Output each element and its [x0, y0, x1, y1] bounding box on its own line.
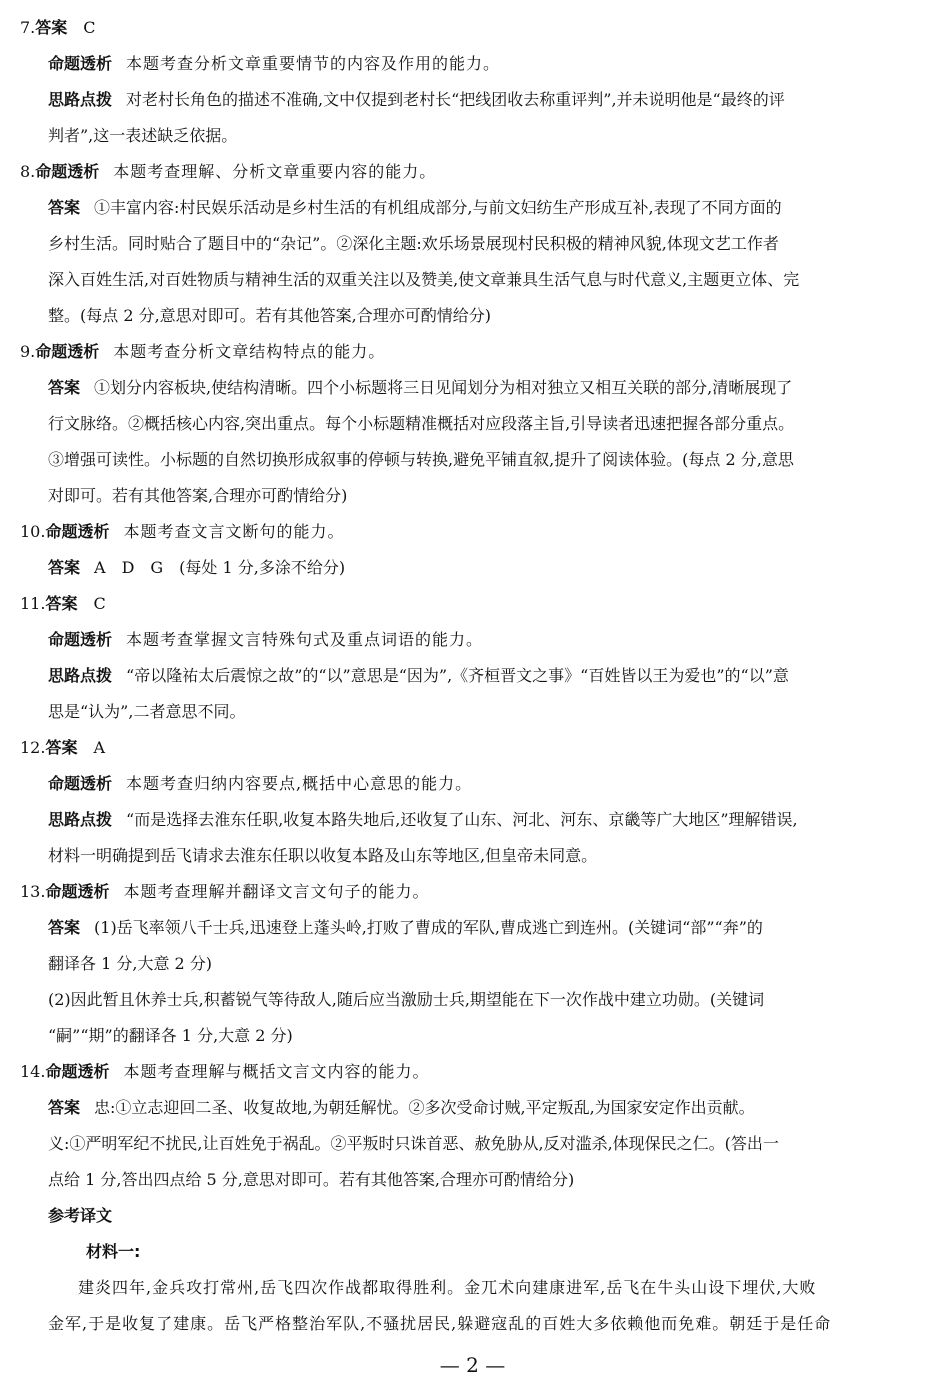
q10-number: 10. [20, 522, 46, 541]
q7-hint-line-2: 判者”,这一表述缺乏依据。 [48, 126, 238, 145]
q7-header [20, 10, 925, 46]
q13-answer-line-3: (2)因此暂且休养士兵,积蓄锐气等待敌人,随后应当激励士兵,期望能在下一次作战中建立功勋。(关键词 [48, 990, 765, 1009]
q8-answer-line-2: 乡村生活。同时贴合了题目中的“杂记”。②深化主题:欢乐场景展现村民积极的精神风貌,体现文艺工作者 [48, 234, 779, 253]
q12-header [20, 730, 925, 766]
q12-hint-text: “而是选择去淮东任职,收复本路失地后,还收复了山东、河北、河东、京畿等广大地区”理解错误, [126, 810, 798, 829]
q8-answer-label: 答案 [48, 198, 81, 217]
q10-header [20, 514, 925, 550]
q7-analysis-label: 命题透析 [48, 54, 113, 73]
page-number: — 2 — [439, 1353, 506, 1377]
q7-hint-line-1 [20, 82, 925, 118]
q9-number: 9. [20, 342, 36, 361]
q13-analysis-text: 本题考查理解并翻译文言文句子的能力。 [123, 882, 430, 901]
q9-answer-line-2: 行文脉络。②概括核心内容,突出重点。每个小标题精准概括对应段落主旨,引导读者迅速把握各部分重点。 [48, 414, 795, 433]
q9-answer-label: 答案 [48, 378, 81, 397]
q13-answer-line-1 [20, 910, 925, 946]
q7-analysis [20, 46, 925, 82]
q11-header [20, 586, 925, 622]
q11-number: 11. [20, 594, 46, 613]
q8-answer-text: ①丰富内容:村民娱乐活动是乡村生活的有机组成部分,与前文妇纺生产形成互补,表现了不同方面的 [94, 198, 782, 217]
q14-analysis-label: 命题透析 [45, 1062, 110, 1081]
translation-section-label: 材料一: [86, 1242, 141, 1261]
q11-answer-label: 答案 [45, 594, 78, 613]
q7-answer-value: C [83, 18, 96, 37]
q13-answer-line-4: “嗣”“期”的翻译各 1 分,大意 2 分) [48, 1026, 293, 1045]
q11-hint-label: 思路点拨 [48, 666, 113, 685]
q9-answer-line-3: ③增强可读性。小标题的自然切换形成叙事的停顿与转换,避免平铺直叙,提升了阅读体验。(每点 2 分,意思 [48, 450, 794, 469]
q8-analysis-label: 命题透析 [35, 162, 100, 181]
q8-number: 8. [20, 162, 36, 181]
q13-answer-text: (1)岳飞率领八千士兵,迅速登上蓬头岭,打败了曹成的军队,曹成逃亡到连州。(关键词“部”“奔”的 [94, 918, 763, 937]
q11-analysis [20, 622, 925, 658]
q9-header [20, 334, 925, 370]
q11-hint-text: “帝以隆祐太后震惊之故”的“以”意思是“因为”,《齐桓晋文之事》“百姓皆以王为爱也”的“以”意 [126, 666, 789, 685]
q13-header [20, 874, 925, 910]
q10-analysis-text: 本题考查文言文断句的能力。 [123, 522, 345, 541]
q14-answer-line-2: 义:①严明军纪不扰民,让百姓免于祸乱。②平叛时只诛首恶、赦免胁从,反对滥杀,体现保民之仁。(答出一 [48, 1134, 779, 1153]
q10-answer-label: 答案 [48, 558, 81, 577]
q9-analysis-text: 本题考查分析文章结构特点的能力。 [113, 342, 386, 361]
q12-analysis-label: 命题透析 [48, 774, 113, 793]
q8-analysis-text: 本题考查理解、分析文章重要内容的能力。 [113, 162, 437, 181]
q12-analysis-text: 本题考查归纳内容要点,概括中心意思的能力。 [126, 774, 473, 793]
q11-hint-line-2: 思是“认为”,二者意思不同。 [48, 702, 246, 721]
q7-analysis-text: 本题考查分析文章重要情节的内容及作用的能力。 [126, 54, 501, 73]
q9-analysis-label: 命题透析 [35, 342, 100, 361]
q13-answer-label: 答案 [48, 918, 81, 937]
q11-analysis-text: 本题考查掌握文言特殊句式及重点词语的能力。 [126, 630, 484, 649]
q12-hint-line-1 [20, 802, 925, 838]
q12-hint-label: 思路点拨 [48, 810, 113, 829]
q11-analysis-label: 命题透析 [48, 630, 113, 649]
q8-answer-line-3: 深入百姓生活,对百姓物质与精神生活的双重关注以及赞美,使文章兼具生活气息与时代意义,主题更立体、完 [48, 270, 800, 289]
q12-number: 12. [20, 738, 46, 757]
q14-header [20, 1054, 925, 1090]
q11-answer-value: C [93, 594, 106, 613]
q14-number: 14. [20, 1062, 46, 1081]
q9-answer-line-4: 对即可。若有其他答案,合理亦可酌情给分) [48, 486, 348, 505]
q13-number: 13. [20, 882, 46, 901]
translation-line-2: 金军,于是收复了建康。岳飞严格整治军队,不骚扰居民,躲避寇乱的百姓大多依赖他而免难。朝廷于是任命 [48, 1314, 832, 1333]
q8-answer-line-1 [20, 190, 925, 226]
q10-answer-text: A D G (每处 1 分,多涂不给分) [94, 558, 346, 577]
q14-answer-text: 忠:①立志迎回二圣、收复故地,为朝廷解忧。②多次受命讨贼,平定叛乱,为国家安定作出贡献。 [94, 1098, 755, 1117]
q12-answer-label: 答案 [45, 738, 78, 757]
translation-line-1: 建炎四年,金兵攻打常州,岳飞四次作战都取得胜利。金兀术向建康进军,岳飞在牛头山设下埋伏,大败 [78, 1278, 817, 1297]
translation-title: 参考译文 [48, 1206, 113, 1225]
q14-answer-line-1 [20, 1090, 925, 1126]
q12-hint-line-2: 材料一明确提到岳飞请求去淮东任职以收复本路及山东等地区,但皇帝未同意。 [48, 846, 598, 865]
q7-number: 7. [20, 18, 36, 37]
q14-analysis-text: 本题考查理解与概括文言文内容的能力。 [123, 1062, 430, 1081]
q13-answer-line-2: 翻译各 1 分,大意 2 分) [48, 954, 213, 973]
q7-hint-text: 对老村长角色的描述不准确,文中仅提到老村长“把线团收去称重评判”,并未说明他是“最终的评 [126, 90, 785, 109]
q7-answer-label: 答案 [35, 18, 68, 37]
q10-analysis-label: 命题透析 [45, 522, 110, 541]
q8-header [20, 154, 925, 190]
q7-hint-label: 思路点拨 [48, 90, 113, 109]
q12-analysis [20, 766, 925, 802]
q14-answer-label: 答案 [48, 1098, 81, 1117]
q9-answer-line-1 [20, 370, 925, 406]
q8-answer-line-4: 整。(每点 2 分,意思对即可。若有其他答案,合理亦可酌情给分) [48, 306, 492, 325]
q13-analysis-label: 命题透析 [45, 882, 110, 901]
q11-hint-line-1 [20, 658, 925, 694]
q9-answer-text: ①划分内容板块,使结构清晰。四个小标题将三日见闻划分为相对独立又相互关联的部分,清晰展现了 [94, 378, 793, 397]
q10-answer [20, 550, 925, 586]
q12-answer-value: A [93, 738, 106, 757]
q14-answer-line-3: 点给 1 分,答出四点给 5 分,意思对即可。若有其他答案,合理亦可酌情给分) [48, 1170, 575, 1189]
